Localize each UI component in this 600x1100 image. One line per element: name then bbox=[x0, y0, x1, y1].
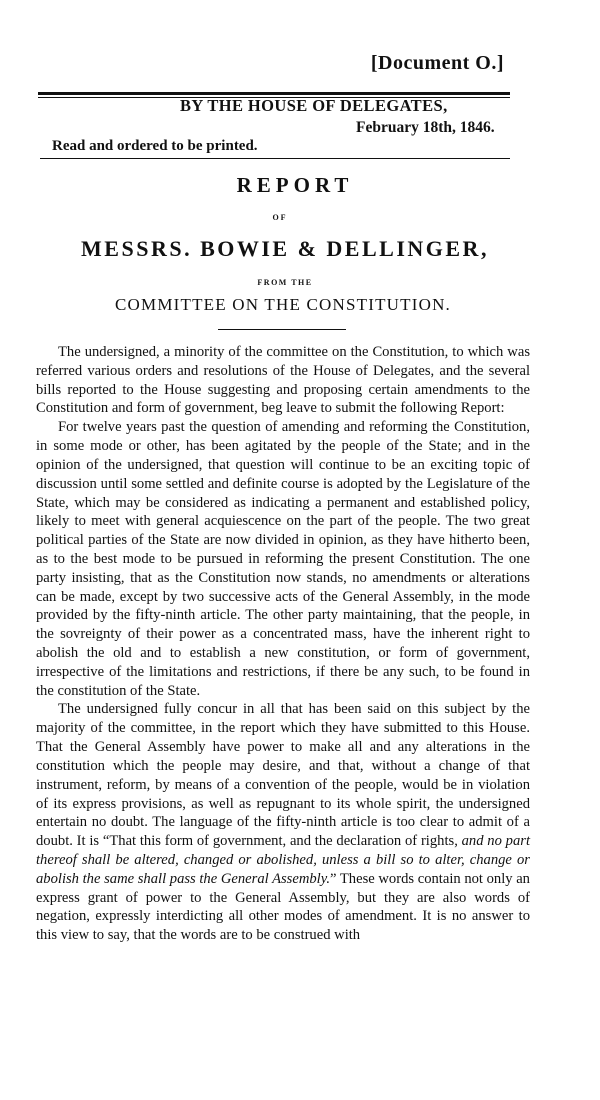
report-body bbox=[36, 343, 530, 945]
ordered-line: Read and ordered to be printed. bbox=[52, 138, 258, 154]
date-line: February 18th, 1846. bbox=[356, 119, 495, 136]
title-rule bbox=[218, 329, 346, 330]
paragraph-2: For twelve years past the question of amending and reforming the Constitution, in some mode or other, has been agitated by the people of the State; and in the opinion of the undersigned, that question will continue to be an exciting topic of discussion until some settled and definite course is adopted by the Legislature of the State, which may be considered as indicating a permanent and established policy, likely to meet with general acquiescence on the part of the people. The two great political parties of the State are now divided in opinion, as they have hitherto been, as to the best mode to be pursued in reforming the present Constitution. The one party insisting, that as the Constitution now stands, no amendments or alterations can be made, except by two successive acts of the General Assembly, in the mode provided by the fifty-ninth article. The other party maintaining, that the people, in the sovreignty of their power as a concentrated mass, have the inherent right to abolish the old and to establish a new constitution, or form of government, irrespective of the limitations and restrictions, if there be any such, to be found in the constitution of the State. bbox=[36, 419, 530, 699]
of-label: OF bbox=[272, 213, 288, 222]
paragraph-3 bbox=[36, 700, 530, 945]
document-label: [Document O.] bbox=[370, 52, 504, 74]
from-label: FROM THE bbox=[257, 278, 313, 287]
committee-heading: COMMITTEE ON THE CONSTITUTION. bbox=[115, 295, 451, 314]
header-rule-thick bbox=[38, 92, 510, 95]
paragraph-3-quote: and no part thereof shall be altered, changed or abolished, unless a bill so to alter, change or abolish the same shall pass the General Assembly. bbox=[36, 833, 530, 887]
paragraph-3-text-b: ” These words contain not only an express grant of power to the General Assembly, but they are also words of negation, expressly interdicting all other modes of amendment. It is no answer to this view to say, that the words are to be construed with bbox=[36, 870, 530, 944]
chamber-line: BY THE HOUSE OF DELEGATES, bbox=[180, 96, 448, 115]
report-title: REPORT bbox=[236, 173, 354, 197]
header-rule-lower bbox=[40, 158, 510, 159]
paragraph-3-text-a: The undersigned fully concur in all that has been said on this subject by the majority of the committee, in the report which they have submitted to this House. That the General Assembly have power to make all and any alterations in the constitution which the people may desire, and that, without a change of that instrument, reform, by means of a convention of the people, would be in violation of its express provisions, as well as repugnant to its whole spirit, the undersigned entertain no doubt. The language of the fifty-ninth article is too clear to admit of a doubt. It is “That this form of government, and the declaration of rights, bbox=[36, 701, 530, 850]
authors-heading: MESSRS. BOWIE & DELLINGER, bbox=[81, 236, 489, 261]
paragraph-1: The undersigned, a minority of the committee on the Constitution, to which was referred various orders and resolutions of the House of Delegates, and the several bills reported to the House suggesting and proposing certain amendments to the Constitution and form of government, beg leave to submit the following Report: bbox=[36, 344, 530, 417]
